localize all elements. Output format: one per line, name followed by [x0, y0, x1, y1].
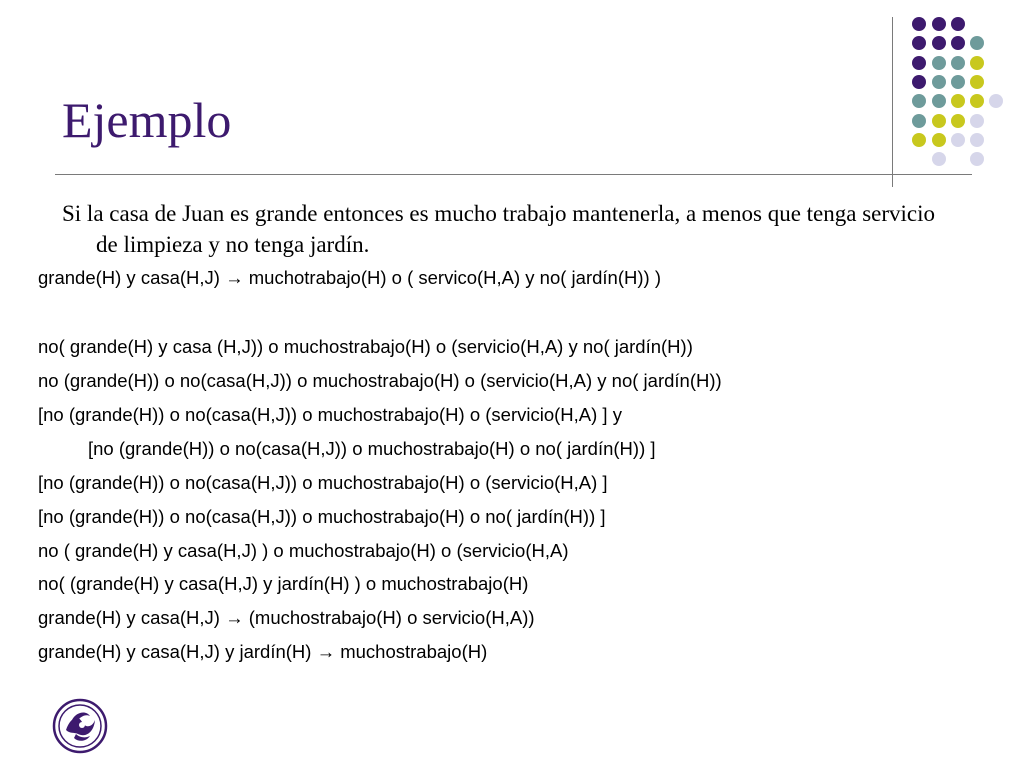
dot [970, 152, 984, 166]
dot [932, 17, 946, 31]
dot [970, 56, 984, 70]
dot [912, 36, 926, 50]
dot [951, 133, 965, 147]
dot [912, 133, 926, 147]
dot [951, 114, 965, 128]
dot [932, 152, 946, 166]
dot [912, 94, 926, 108]
slide-title: Ejemplo [62, 92, 232, 148]
logic-line: grande(H) y casa(H,J) → (muchostrabajo(H) o servicio(H,A)) [38, 607, 535, 628]
logic-line: [no (grande(H)) o no(casa(H,J)) o muchostrabajo(H) o (servicio(H,A) ] [38, 472, 608, 493]
logic-line: [no (grande(H)) o no(casa(H,J)) o muchostrabajo(H) o no( jardín(H)) ] [88, 438, 656, 459]
dot [951, 36, 965, 50]
dot [932, 133, 946, 147]
dot [951, 17, 965, 31]
logic-line: no( grande(H) y casa (H,J)) o muchostrabajo(H) o (servicio(H,A) y no( jardín(H)) [38, 336, 693, 357]
dot [989, 94, 1003, 108]
horizontal-divider [55, 174, 972, 175]
dot [970, 94, 984, 108]
dot [951, 75, 965, 89]
dot [912, 17, 926, 31]
dot [951, 56, 965, 70]
dot [932, 56, 946, 70]
logic-line: grande(H) y casa(H,J) y jardín(H) → muchostrabajo(H) [38, 641, 488, 662]
dot [970, 133, 984, 147]
dot [932, 36, 946, 50]
vertical-divider [892, 17, 893, 187]
logic-line: no ( grande(H) y casa(H,J) ) o muchostrabajo(H) o (servicio(H,A) [38, 540, 569, 561]
logic-line: [no (grande(H)) o no(casa(H,J)) o muchostrabajo(H) o no( jardín(H)) ] [38, 506, 606, 527]
slide-body [62, 198, 962, 260]
body-paragraph: Si la casa de Juan es grande entonces es mucho trabajo mantenerla, a menos que tenga servicio de limpieza y no tenga jardín. [62, 201, 936, 257]
logo-icon [52, 698, 108, 754]
dot [912, 75, 926, 89]
dot [912, 56, 926, 70]
dot [970, 36, 984, 50]
logic-line: no( (grande(H) y casa(H,J) y jardín(H) ) o muchostrabajo(H) [38, 573, 529, 594]
logic-line: grande(H) y casa(H,J) → muchotrabajo(H) o ( servico(H,A) y no( jardín(H)) ) [38, 267, 661, 288]
dot [932, 94, 946, 108]
dot [970, 75, 984, 89]
logic-line: [no (grande(H)) o no(casa(H,J)) o muchostrabajo(H) o (servicio(H,A) ] y [38, 404, 622, 425]
dot [951, 94, 965, 108]
dot [912, 114, 926, 128]
dot [932, 114, 946, 128]
dot [970, 114, 984, 128]
dot [932, 75, 946, 89]
logic-line: no (grande(H)) o no(casa(H,J)) o muchostrabajo(H) o (servicio(H,A) y no( jardín(H)) [38, 370, 722, 391]
